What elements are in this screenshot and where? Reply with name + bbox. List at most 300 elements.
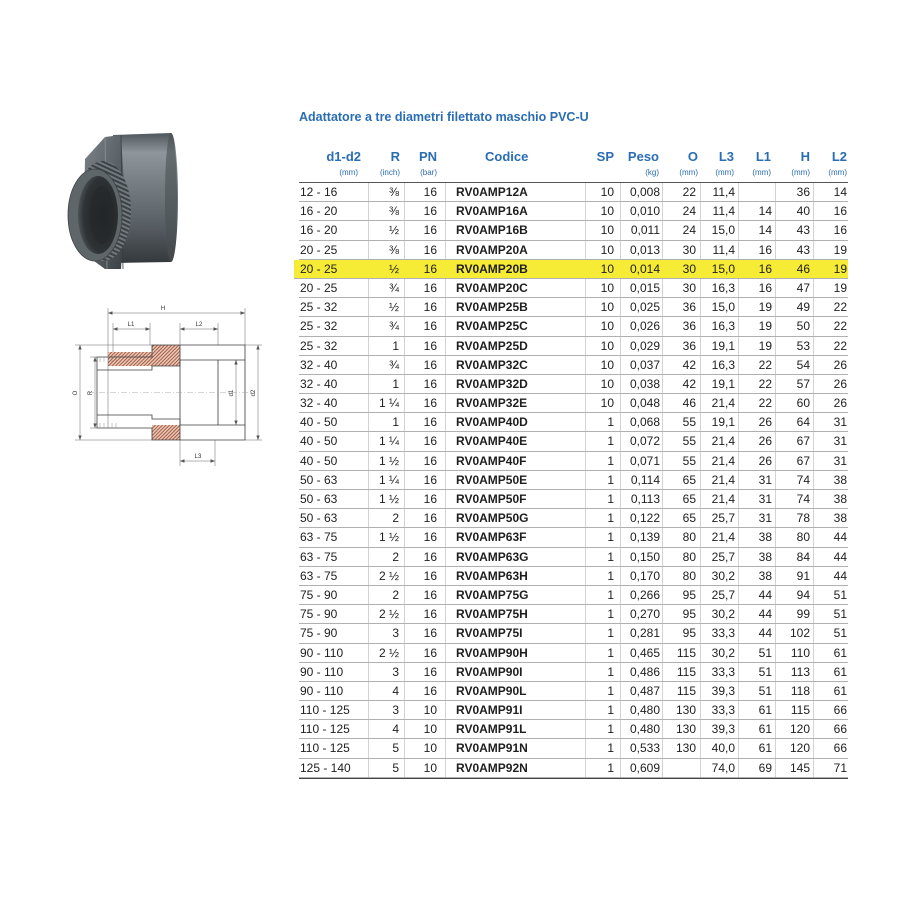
cell-l3: 11,4 xyxy=(700,241,738,259)
cell-o: 55 xyxy=(662,452,700,470)
cell-l3: 39,3 xyxy=(700,720,738,738)
cell-h: 118 xyxy=(775,682,813,700)
cell-pn: 16 xyxy=(404,548,445,566)
cell-l2: 61 xyxy=(813,682,848,700)
cell-l1: 16 xyxy=(738,241,775,259)
column-header-l3: L3 xyxy=(718,149,734,164)
cell-l1: 44 xyxy=(738,605,775,623)
drawing-label-h: H xyxy=(160,306,166,312)
cell-l1: 22 xyxy=(738,394,775,412)
cell-d1-d2: 40 - 50 xyxy=(300,434,338,449)
cell-h: 40 xyxy=(775,202,813,220)
cell-codice: RV0AMP40D xyxy=(445,413,585,431)
cell-codice: RV0AMP20A xyxy=(445,241,585,259)
drawing-label-l1: L1 xyxy=(127,322,135,328)
cell-l2: 61 xyxy=(813,663,848,681)
cell-l2: 71 xyxy=(813,759,848,777)
cell-l1: 61 xyxy=(738,739,775,757)
cell-peso: 0,114 xyxy=(620,471,662,489)
table-row xyxy=(299,605,848,624)
cell-sp: 1 xyxy=(585,471,620,489)
cell-o: 30 xyxy=(662,279,700,297)
cell-l1: 22 xyxy=(738,356,775,374)
cell-l2: 51 xyxy=(813,605,848,623)
table-row xyxy=(299,490,848,509)
cell-r: ¾ xyxy=(368,279,404,297)
cell-h: 91 xyxy=(775,567,813,585)
cell-l2: 26 xyxy=(813,375,848,393)
cell-peso: 0,480 xyxy=(620,701,662,719)
cell-o xyxy=(662,759,700,777)
cell-sp: 10 xyxy=(585,202,620,220)
cell-d1-d2: 25 - 32 xyxy=(300,338,338,353)
cell-o: 30 xyxy=(662,241,700,259)
cell-h: 80 xyxy=(775,528,813,546)
cell-l2: 16 xyxy=(813,202,848,220)
cell-o: 130 xyxy=(662,701,700,719)
cell-peso: 0,013 xyxy=(620,241,662,259)
cell-d1-d2: 75 - 90 xyxy=(300,587,338,602)
table-row xyxy=(299,317,848,336)
column-header-peso: Peso xyxy=(627,149,659,164)
cell-codice: RV0AMP91I xyxy=(445,701,585,719)
cell-l1: 16 xyxy=(738,279,775,297)
cell-l1: 38 xyxy=(738,567,775,585)
drawing-label-d2: d2 xyxy=(251,389,257,397)
cell-r: 1 ¼ xyxy=(368,394,404,412)
cell-d1-d2: 90 - 110 xyxy=(300,664,344,679)
column-unit-l1: (mm) xyxy=(752,168,771,177)
table-row xyxy=(299,375,848,394)
header-label-row xyxy=(299,148,848,166)
drawing-label-l2: L2 xyxy=(195,322,203,328)
cell-h: 49 xyxy=(775,298,813,316)
cell-l3: 30,2 xyxy=(700,567,738,585)
cell-d1-d2: 50 - 63 xyxy=(300,492,338,506)
table-row xyxy=(299,471,848,490)
cell-h: 78 xyxy=(775,509,813,527)
column-unit-codice xyxy=(445,166,585,182)
cell-pn: 16 xyxy=(404,202,445,220)
cell-r: 1 ½ xyxy=(368,452,404,470)
cell-pn: 16 xyxy=(404,298,445,316)
cell-d1-d2: 40 - 50 xyxy=(300,453,338,468)
cell-d1-d2: 20 - 25 xyxy=(300,242,338,257)
table-row xyxy=(299,356,848,375)
cell-pn: 16 xyxy=(404,663,445,681)
cell-d1-d2: 75 - 90 xyxy=(300,607,338,622)
cell-h: 47 xyxy=(775,279,813,297)
cell-r: 2 ½ xyxy=(368,644,404,662)
table-row xyxy=(299,202,848,221)
table-row xyxy=(299,548,848,567)
cell-pn: 10 xyxy=(404,739,445,757)
table-row xyxy=(299,586,848,605)
column-unit-l2: (mm) xyxy=(828,168,847,177)
cell-d1-d2: 50 - 63 xyxy=(300,472,338,487)
cell-o: 130 xyxy=(662,720,700,738)
cell-peso: 0,037 xyxy=(620,356,662,374)
cell-codice: RV0AMP32C xyxy=(445,356,585,374)
cell-h: 53 xyxy=(775,337,813,355)
table-row xyxy=(299,567,848,586)
table-row xyxy=(299,644,848,663)
cell-r: 1 ½ xyxy=(368,528,404,546)
cell-r: 1 ¼ xyxy=(368,471,404,489)
cell-r: 1 xyxy=(368,375,404,393)
table-row xyxy=(299,701,848,720)
cell-l2: 31 xyxy=(813,413,848,431)
cell-pn: 16 xyxy=(404,586,445,604)
cell-d1-d2: 110 - 125 xyxy=(300,703,350,718)
column-header-l1: L1 xyxy=(755,149,771,164)
cell-d1-d2: 32 - 40 xyxy=(300,376,338,391)
cell-l2: 16 xyxy=(813,221,848,239)
cell-l3: 16,3 xyxy=(700,279,738,297)
table-row xyxy=(299,337,848,356)
cell-pn: 16 xyxy=(404,624,445,642)
cell-l1: 38 xyxy=(738,528,775,546)
table-row xyxy=(299,509,848,528)
cell-l3: 40,0 xyxy=(700,739,738,757)
cell-h: 84 xyxy=(775,548,813,566)
column-unit-l3: (mm) xyxy=(715,168,734,177)
cell-l3: 33,3 xyxy=(700,663,738,681)
cell-l1: 14 xyxy=(738,202,775,220)
cell-h: 120 xyxy=(775,739,813,757)
cell-l1: 31 xyxy=(738,509,775,527)
cell-codice: RV0AMP90L xyxy=(445,682,585,700)
cell-o: 42 xyxy=(662,375,700,393)
cell-peso: 0,486 xyxy=(620,663,662,681)
cell-l3: 21,4 xyxy=(700,432,738,450)
cell-l2: 26 xyxy=(813,394,848,412)
cell-l3: 19,1 xyxy=(700,413,738,431)
cell-o: 65 xyxy=(662,490,700,508)
cell-peso: 0,139 xyxy=(620,528,662,546)
cell-d1-d2: 110 - 125 xyxy=(300,741,350,756)
cell-l1: 22 xyxy=(738,375,775,393)
cell-pn: 16 xyxy=(404,605,445,623)
cell-sp: 1 xyxy=(585,663,620,681)
cell-d1-d2: 12 - 16 xyxy=(300,185,338,199)
cell-r: 2 xyxy=(368,509,404,527)
cell-l2: 19 xyxy=(833,261,847,276)
cell-l3: 25,7 xyxy=(700,548,738,566)
cell-codice: RV0AMP12A xyxy=(445,183,585,201)
cell-codice: RV0AMP75I xyxy=(445,624,585,642)
pvc-adapter-photo-icon xyxy=(55,125,185,275)
cell-r: 5 xyxy=(368,739,404,757)
cell-o: 36 xyxy=(662,337,700,355)
page-title: Adattatore a tre diametri filettato maschio PVC-U xyxy=(299,110,589,124)
cell-sp: 10 xyxy=(585,317,620,335)
cell-sp: 10 xyxy=(585,337,620,355)
cell-peso: 0,071 xyxy=(620,452,662,470)
cell-sp: 1 xyxy=(585,624,620,642)
cell-sp: 10 xyxy=(585,183,620,201)
cell-codice: RV0AMP20C xyxy=(445,279,585,297)
cell-codice: RV0AMP20B xyxy=(456,261,528,276)
cell-o: 95 xyxy=(662,605,700,623)
cell-pn: 16 xyxy=(404,682,445,700)
cell-pn: 16 xyxy=(404,644,445,662)
cell-sp: 10 xyxy=(585,298,620,316)
cell-d1-d2: 90 - 110 xyxy=(300,683,344,698)
cell-sp: 1 xyxy=(585,586,620,604)
cell-d1-d2: 16 - 20 xyxy=(300,223,338,238)
cell-r: 1 ½ xyxy=(368,490,404,508)
cell-codice: RV0AMP90I xyxy=(445,663,585,681)
cell-peso: 0,266 xyxy=(620,586,662,604)
cell-pn: 16 xyxy=(404,375,445,393)
cell-d1-d2: 20 - 25 xyxy=(300,261,338,276)
cell-r: 1 xyxy=(368,413,404,431)
cell-l2: 19 xyxy=(813,279,848,297)
cell-peso: 0,150 xyxy=(620,548,662,566)
spec-table xyxy=(299,148,848,779)
cell-r: 4 xyxy=(368,682,404,700)
cell-sp: 10 xyxy=(585,221,620,239)
cell-peso: 0,270 xyxy=(620,605,662,623)
cell-l3: 33,3 xyxy=(700,624,738,642)
cell-l3: 16,3 xyxy=(700,317,738,335)
cell-codice: RV0AMP50G xyxy=(445,509,585,527)
cell-codice: RV0AMP32E xyxy=(445,394,585,412)
cell-pn: 10 xyxy=(404,759,445,777)
cell-o: 80 xyxy=(662,528,700,546)
cell-sp: 1 xyxy=(585,490,620,508)
cell-o: 65 xyxy=(662,471,700,489)
cell-pn: 16 xyxy=(404,241,445,259)
table-row-highlighted xyxy=(294,260,848,279)
table-row xyxy=(299,624,848,643)
cell-h: 74 xyxy=(775,490,813,508)
cell-l1: 51 xyxy=(738,644,775,662)
drawing-label-d1: d1 xyxy=(229,389,235,397)
table-row xyxy=(299,279,848,298)
cell-o: 130 xyxy=(662,739,700,757)
column-unit-sp xyxy=(585,166,620,182)
cell-sp: 1 xyxy=(585,413,620,431)
cell-pn: 16 xyxy=(404,221,445,239)
cell-o: 80 xyxy=(662,567,700,585)
cell-sp: 1 xyxy=(585,509,620,527)
column-unit-peso: (kg) xyxy=(645,168,659,177)
cell-d1-d2: 50 - 63 xyxy=(300,511,338,526)
cell-l1: 26 xyxy=(738,452,775,470)
cell-o: 36 xyxy=(662,317,700,335)
cell-l1: 61 xyxy=(738,720,775,738)
cell-l2: 38 xyxy=(813,509,848,527)
cell-h: 120 xyxy=(775,720,813,738)
cell-r: 3 xyxy=(368,701,404,719)
cell-sp: 1 xyxy=(585,605,620,623)
cell-o: 42 xyxy=(662,356,700,374)
cell-peso: 0,025 xyxy=(620,298,662,316)
cell-l2: 22 xyxy=(813,317,848,335)
cell-l1: 44 xyxy=(738,624,775,642)
cell-pn: 16 xyxy=(404,356,445,374)
cell-l3: 15,0 xyxy=(700,298,738,316)
table-row xyxy=(299,241,848,260)
cell-l3: 21,4 xyxy=(700,452,738,470)
table-row xyxy=(299,413,848,432)
cell-sp: 10 xyxy=(600,261,614,276)
drawing-label-o: O xyxy=(73,390,79,396)
cell-l2: 44 xyxy=(813,567,848,585)
cell-h: 74 xyxy=(775,471,813,489)
cell-l3: 25,7 xyxy=(700,509,738,527)
cell-codice: RV0AMP91N xyxy=(445,739,585,757)
cell-d1-d2: 63 - 75 xyxy=(300,568,338,583)
cell-l3: 19,1 xyxy=(700,337,738,355)
cell-d1-d2: 75 - 90 xyxy=(300,626,338,641)
cell-sp: 10 xyxy=(585,279,620,297)
column-header-l2: L2 xyxy=(831,149,847,164)
column-header-codice: Codice xyxy=(485,149,529,164)
cell-d1-d2: 110 - 125 xyxy=(300,722,350,737)
cell-l1: 51 xyxy=(738,663,775,681)
section-drawing-icon xyxy=(62,298,272,473)
table-row xyxy=(299,739,848,758)
cell-codice: RV0AMP25C xyxy=(445,317,585,335)
cell-l2: 22 xyxy=(813,298,848,316)
cell-sp: 10 xyxy=(585,356,620,374)
column-header-d1-d2: d1-d2 xyxy=(326,149,361,164)
cell-d1-d2: 32 - 40 xyxy=(300,357,338,372)
cell-peso: 0,533 xyxy=(620,739,662,757)
column-header-o: O xyxy=(687,149,698,164)
cell-peso: 0,281 xyxy=(620,624,662,642)
cell-pn: 16 xyxy=(404,337,445,355)
cell-l2: 44 xyxy=(813,548,848,566)
cell-o: 115 xyxy=(662,663,700,681)
cell-peso: 0,170 xyxy=(620,567,662,585)
cell-peso: 0,015 xyxy=(620,279,662,297)
drawing-label-r: R xyxy=(88,390,94,396)
cell-l1: 16 xyxy=(758,261,772,276)
cell-codice: RV0AMP92N xyxy=(445,759,585,777)
cell-l2: 14 xyxy=(813,183,848,201)
cell-l2: 66 xyxy=(813,739,848,757)
cell-codice: RV0AMP75G xyxy=(445,586,585,604)
cell-h: 115 xyxy=(775,701,813,719)
column-unit-h: (mm) xyxy=(791,168,810,177)
cell-pn: 16 xyxy=(404,567,445,585)
cell-pn: 16 xyxy=(404,279,445,297)
cell-l1: 38 xyxy=(738,548,775,566)
cell-codice: RV0AMP16A xyxy=(445,202,585,220)
column-header-pn: PN xyxy=(418,149,437,164)
cell-sp: 1 xyxy=(585,720,620,738)
cell-h: 64 xyxy=(775,413,813,431)
cell-codice: RV0AMP63F xyxy=(445,528,585,546)
table-row xyxy=(299,221,848,240)
column-unit-o: (mm) xyxy=(679,168,698,177)
cell-r: ¾ xyxy=(368,356,404,374)
cell-pn: 16 xyxy=(404,528,445,546)
cell-l3: 11,4 xyxy=(700,183,738,201)
cell-l2: 31 xyxy=(813,452,848,470)
cell-codice: RV0AMP50F xyxy=(445,490,585,508)
cell-l1 xyxy=(738,183,775,201)
cell-pn: 16 xyxy=(404,317,445,335)
cell-d1-d2: 90 - 110 xyxy=(300,645,344,660)
cell-d1-d2: 25 - 32 xyxy=(300,300,338,315)
cell-l3: 11,4 xyxy=(700,202,738,220)
cell-r: ½ xyxy=(388,261,399,276)
cell-pn: 16 xyxy=(423,261,437,276)
cell-sp: 1 xyxy=(585,548,620,566)
cell-pn: 10 xyxy=(404,701,445,719)
column-header-sp: SP xyxy=(596,149,614,164)
cell-h: 36 xyxy=(775,183,813,201)
cell-l1: 19 xyxy=(738,298,775,316)
cell-l3: 21,4 xyxy=(700,394,738,412)
cell-r: ⅜ xyxy=(368,202,404,220)
cell-peso: 0,480 xyxy=(620,720,662,738)
cell-o: 115 xyxy=(662,644,700,662)
cell-codice: RV0AMP25D xyxy=(445,337,585,355)
cell-l1: 44 xyxy=(738,586,775,604)
cell-sp: 1 xyxy=(585,739,620,757)
cell-l2: 22 xyxy=(813,337,848,355)
cell-codice: RV0AMP90H xyxy=(445,644,585,662)
cell-l1: 51 xyxy=(738,682,775,700)
cell-h: 50 xyxy=(775,317,813,335)
cell-h: 102 xyxy=(775,624,813,642)
cell-l3: 30,2 xyxy=(700,644,738,662)
cell-peso: 0,011 xyxy=(620,221,662,239)
cell-o: 30 xyxy=(682,261,696,276)
cell-peso: 0,010 xyxy=(620,202,662,220)
cell-pn: 16 xyxy=(404,432,445,450)
cell-o: 46 xyxy=(662,394,700,412)
cell-h: 145 xyxy=(775,759,813,777)
cell-l1: 19 xyxy=(738,337,775,355)
column-header-h: H xyxy=(800,149,810,164)
cell-d1-d2: 125 - 140 xyxy=(300,760,351,775)
cell-l1: 19 xyxy=(738,317,775,335)
cell-l2: 66 xyxy=(813,701,848,719)
cell-o: 22 xyxy=(662,183,700,201)
cell-h: 99 xyxy=(775,605,813,623)
cell-sp: 10 xyxy=(585,375,620,393)
cell-d1-d2: 16 - 20 xyxy=(300,204,338,219)
table-row xyxy=(299,663,848,682)
cell-codice: RV0AMP63H xyxy=(445,567,585,585)
cell-l3: 15,0 xyxy=(700,221,738,239)
cell-d1-d2: 63 - 75 xyxy=(300,549,338,564)
header-unit-row xyxy=(299,166,848,183)
cell-r: ¾ xyxy=(368,317,404,335)
column-unit-r: (inch) xyxy=(379,168,400,177)
table-row xyxy=(299,759,848,778)
cell-peso: 0,113 xyxy=(620,490,662,508)
cell-o: 55 xyxy=(662,413,700,431)
cell-l3: 19,1 xyxy=(700,375,738,393)
cell-peso: 0,609 xyxy=(620,759,662,777)
cell-peso: 0,487 xyxy=(620,682,662,700)
cell-sp: 1 xyxy=(585,759,620,777)
column-unit-d1-d2: (mm) xyxy=(339,168,358,177)
cell-d1-d2: 20 - 25 xyxy=(300,280,338,295)
cell-l2: 38 xyxy=(813,471,848,489)
cell-sp: 1 xyxy=(585,644,620,662)
cell-h: 67 xyxy=(775,432,813,450)
cell-h: 113 xyxy=(775,663,813,681)
